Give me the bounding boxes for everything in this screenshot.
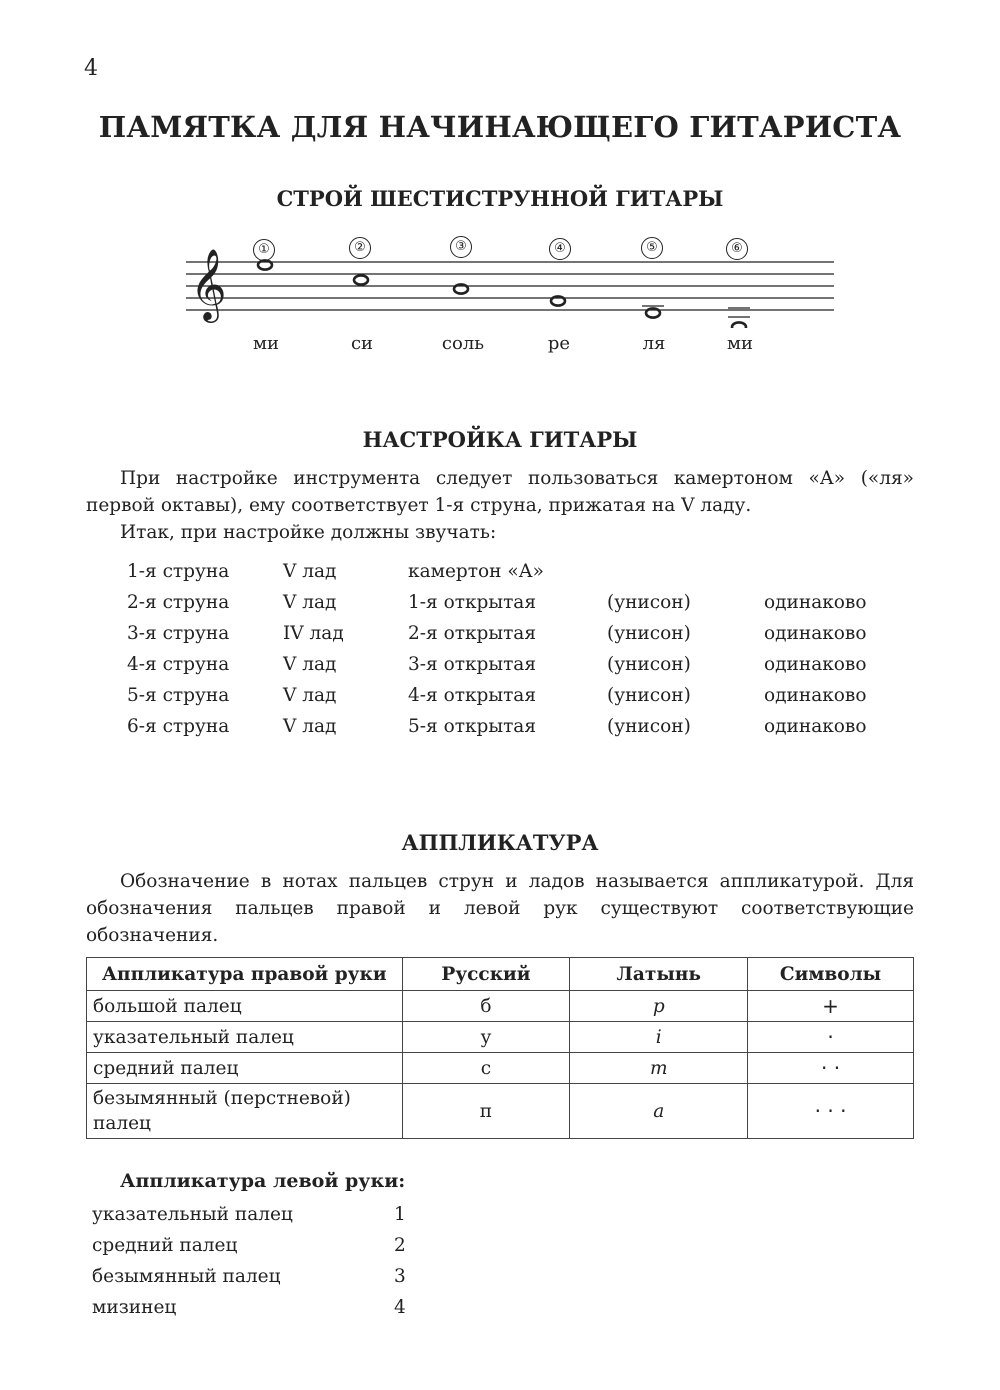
tuning-fret: V лад xyxy=(283,716,337,737)
tuning-row xyxy=(0,716,1000,746)
tuning-unison: (унисон) xyxy=(607,716,691,737)
note-name-3: соль xyxy=(441,333,485,354)
symbol-cell: · xyxy=(748,1022,914,1053)
tuning-row xyxy=(0,654,1000,684)
fingering-paragraph xyxy=(86,868,914,949)
left-hand-number: 2 xyxy=(394,1235,406,1256)
string-number-3: ③ xyxy=(450,236,472,258)
tuning-result: одинаково xyxy=(764,623,867,644)
tuning-intro xyxy=(86,519,914,546)
music-staff xyxy=(0,228,1000,328)
table-row xyxy=(87,991,914,1022)
tuning-row xyxy=(0,623,1000,653)
tuning-fret: V лад xyxy=(283,592,337,613)
staff-lines xyxy=(186,262,834,310)
left-hand-row xyxy=(92,1297,422,1325)
left-hand-row xyxy=(92,1266,422,1294)
finger-cell: средний палец xyxy=(87,1053,403,1084)
tuning-string: 1-я струна xyxy=(127,561,230,582)
tuning-paragraph xyxy=(86,465,914,519)
tuning-unison: (унисон) xyxy=(607,592,691,613)
table-row xyxy=(87,1053,914,1084)
tuning-fret: V лад xyxy=(283,654,337,675)
notes xyxy=(258,260,746,328)
tuning-result: одинаково xyxy=(764,654,867,675)
tuning-fret: V лад xyxy=(283,561,337,582)
string-number-5: ⑤ xyxy=(641,237,663,259)
tuning-reference: камертон «А» xyxy=(408,561,545,582)
left-hand-row xyxy=(92,1235,422,1263)
symbol-cell: + xyxy=(748,991,914,1022)
right-hand-fingering-table xyxy=(86,957,914,1139)
tuning-unison: (унисон) xyxy=(607,685,691,706)
note-e3 xyxy=(732,322,746,328)
note-name-1: ми xyxy=(253,333,279,354)
left-hand-finger: безымянный палец xyxy=(92,1266,281,1287)
tuning-reference: 1-я открытая xyxy=(408,592,537,613)
finger-cell: безымянный (перстневой) палец xyxy=(87,1084,403,1139)
tuning-reference: 5-я открытая xyxy=(408,716,537,737)
tuning-string: 6-я струна xyxy=(127,716,230,737)
russian-cell: б xyxy=(402,991,570,1022)
left-hand-title: Аппликатура левой руки: xyxy=(120,1170,406,1192)
russian-cell: с xyxy=(402,1053,570,1084)
symbol-cell: · · · xyxy=(748,1084,914,1139)
fingering-paragraph-text: Обозначение в нотах пальцев струн и ладов называется аппликатурой. Для обозначения пальцев правой и левой рук существуют соответствующие обозначения. xyxy=(86,871,914,946)
latin-cell: m xyxy=(570,1053,748,1084)
tuning-reference: 4-я открытая xyxy=(408,685,537,706)
string-number-2: ② xyxy=(349,237,371,259)
tuning-result: одинаково xyxy=(764,716,867,737)
table-row xyxy=(87,1022,914,1053)
fingering-heading: АППЛИКАТУРА xyxy=(401,830,599,855)
latin-cell: i xyxy=(570,1022,748,1053)
string-number-4: ④ xyxy=(549,238,571,260)
note-name-6: ми xyxy=(727,333,753,354)
russian-cell: у xyxy=(402,1022,570,1053)
note-name-4: ре xyxy=(547,333,571,354)
tuning-reference: 2-я открытая xyxy=(408,623,537,644)
table-header-row xyxy=(87,958,914,991)
tuning-paragraph-text: При настройке инструмента следует пользоваться камертоном «А» («ля» первой октавы), ему соответствует 1-я струна, прижатая на V ладу. xyxy=(86,468,914,516)
left-hand-number: 4 xyxy=(394,1297,406,1318)
finger-cell: большой палец xyxy=(87,991,403,1022)
tuning-reference: 3-я открытая xyxy=(408,654,537,675)
column-header-symbols: Символы xyxy=(748,958,914,991)
note-name-2: си xyxy=(350,333,374,354)
symbol-cell: · · xyxy=(748,1053,914,1084)
tuning-string: 2-я струна xyxy=(127,592,230,613)
column-header-finger: Аппликатура правой руки xyxy=(87,958,403,991)
column-header-latin: Латынь xyxy=(570,958,748,991)
tuning-fret: IV лад xyxy=(283,623,344,644)
latin-cell: a xyxy=(570,1084,748,1139)
tuning-unison: (унисон) xyxy=(607,654,691,675)
tuning-row xyxy=(0,561,1000,591)
left-hand-row xyxy=(92,1204,422,1232)
table-row xyxy=(87,1084,914,1139)
treble-clef-icon: 𝄞 xyxy=(190,247,227,320)
page-title: ПАМЯТКА ДЛЯ НАЧИНАЮЩЕГО ГИТАРИСТА xyxy=(98,110,902,144)
string-number-6: ⑥ xyxy=(726,238,748,260)
tuning-unison: (унисон) xyxy=(607,623,691,644)
left-hand-finger: мизинец xyxy=(92,1297,177,1318)
tuning-row xyxy=(0,685,1000,715)
left-hand-finger: указательный палец xyxy=(92,1204,293,1225)
russian-cell: п xyxy=(402,1084,570,1139)
tuning-string: 4-я струна xyxy=(127,654,230,675)
tuning-heading: НАСТРОЙКА ГИТАРЫ xyxy=(362,427,638,452)
tuning-result: одинаково xyxy=(764,685,867,706)
string-number-1: ① xyxy=(253,239,275,261)
note-name-5: ля xyxy=(642,333,666,354)
tuning-intro-text: Итак, при настройке должны звучать: xyxy=(120,522,497,543)
left-hand-number: 1 xyxy=(394,1204,406,1225)
tuning-string: 3-я струна xyxy=(127,623,230,644)
note-b4 xyxy=(354,275,368,284)
staff-heading: СТРОЙ ШЕСТИСТРУННОЙ ГИТАРЫ xyxy=(276,186,724,211)
left-hand-finger: средний палец xyxy=(92,1235,238,1256)
finger-cell: указательный палец xyxy=(87,1022,403,1053)
left-hand-number: 3 xyxy=(394,1266,406,1287)
tuning-fret: V лад xyxy=(283,685,337,706)
latin-cell: p xyxy=(570,991,748,1022)
column-header-russian: Русский xyxy=(402,958,570,991)
tuning-string: 5-я струна xyxy=(127,685,230,706)
tuning-row xyxy=(0,592,1000,622)
tuning-result: одинаково xyxy=(764,592,867,613)
page-number: 4 xyxy=(84,56,98,81)
